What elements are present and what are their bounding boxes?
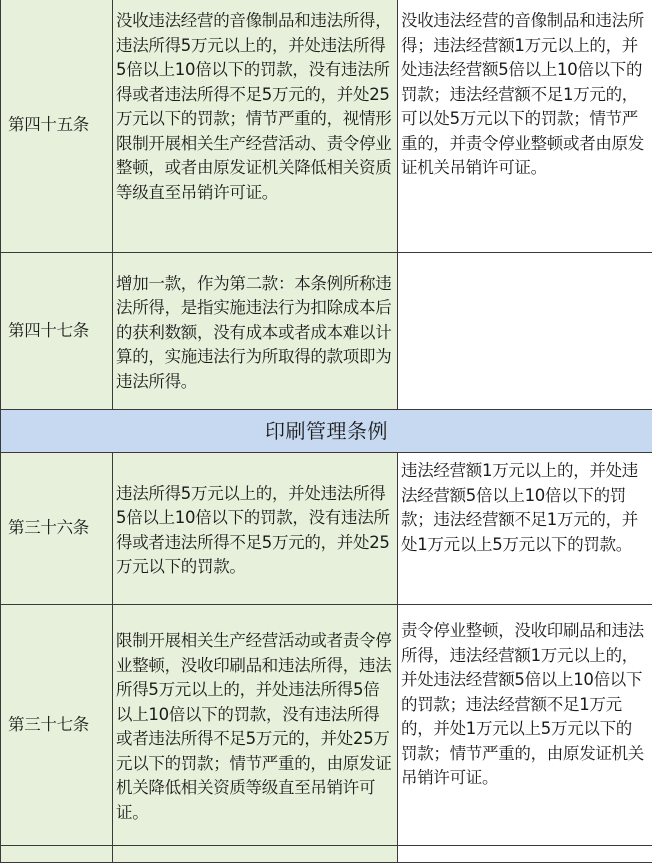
original-text-cell [398,605,652,846]
table-row-partial [1,846,652,863]
revised-text-cell [113,0,398,253]
original-text-cell [398,253,652,410]
article-label: 第三十七条 [1,605,113,846]
original-text: 责令停业整顿，没收印刷品和违法所得，违法经营额1万元以上的，并处违法经营额5倍以上10倍以下的罚款；违法经营额不足1万元的，并处1万元以上5万元以下的罚款；情节严重的，由原发证机关吊销许可证。 [401,619,648,791]
original-text-cell-empty [398,846,652,863]
revised-text: 增加一款，作为第二款：本条例所称违法所得，是指实施违法行为扣除成本后的获利数额，没有成本或者成本难以计算的，实施违法行为所取得的款项即为违法所得。 [116,272,393,395]
table-row-article-47 [1,253,652,410]
article-label: 第四十五条 [1,0,113,253]
revised-text-cell [113,605,398,846]
table-row-article-37 [1,605,652,846]
revised-text: 违法所得5万元以上的，并处违法所得5倍以上10倍以下的罚款，没有违法所得或者违法所得不足5万元的，并处25万元以下的罚款。 [116,482,393,580]
original-text-cell [398,453,652,605]
section-title: 印刷管理条例 [1,410,652,453]
article-label: 第三十六条 [1,453,113,605]
original-text: 违法经营额1万元以上的，并处违法经营额5倍以上10倍以下的罚款；违法经营额不足1万元的，并处1万元以上5万元以下的罚款。 [401,459,648,557]
revised-text: 限制开展相关生产经营活动或者责令停业整顿，没收印刷品和违法所得，违法所得5万元以上的，并处违法所得5倍以上10倍以下的罚款，没有违法所得或者违法所得不足5万元的，并处25万元以下的罚款；情节严重的，由原发证机关降低相关资质等级直至吊销许可证。 [116,629,393,825]
revised-text: 没收违法经营的音像制品和违法所得，违法所得5万元以上的，并处违法所得5倍以上10倍以下的罚款，没有违法所得或者违法所得不足5万元的，并处25万元以下的罚款；情节严重的，视情形限制开展相关生产经营活动、责令停业整顿，或者由原发证机关降低相关资质等级直至吊销许可证。 [116,9,393,205]
revised-text-cell [113,253,398,410]
table-row-article-45 [1,0,652,253]
revised-text-cell-empty [113,846,398,863]
article-label: 第四十七条 [1,253,113,410]
original-text-cell [398,0,652,253]
article-label-empty [1,846,113,863]
section-header-row [1,410,652,453]
original-text: 没收违法经营的音像制品和违法所得；违法经营额1万元以上的，并处违法经营额5倍以上10倍以下的罚款；违法经营额不足1万元的，可以处5万元以下的罚款；情节严重的，并责令停业整顿或者由原发证机关吊销许可证。 [401,9,648,181]
revised-text-cell [113,453,398,605]
table-row-article-36 [1,453,652,605]
